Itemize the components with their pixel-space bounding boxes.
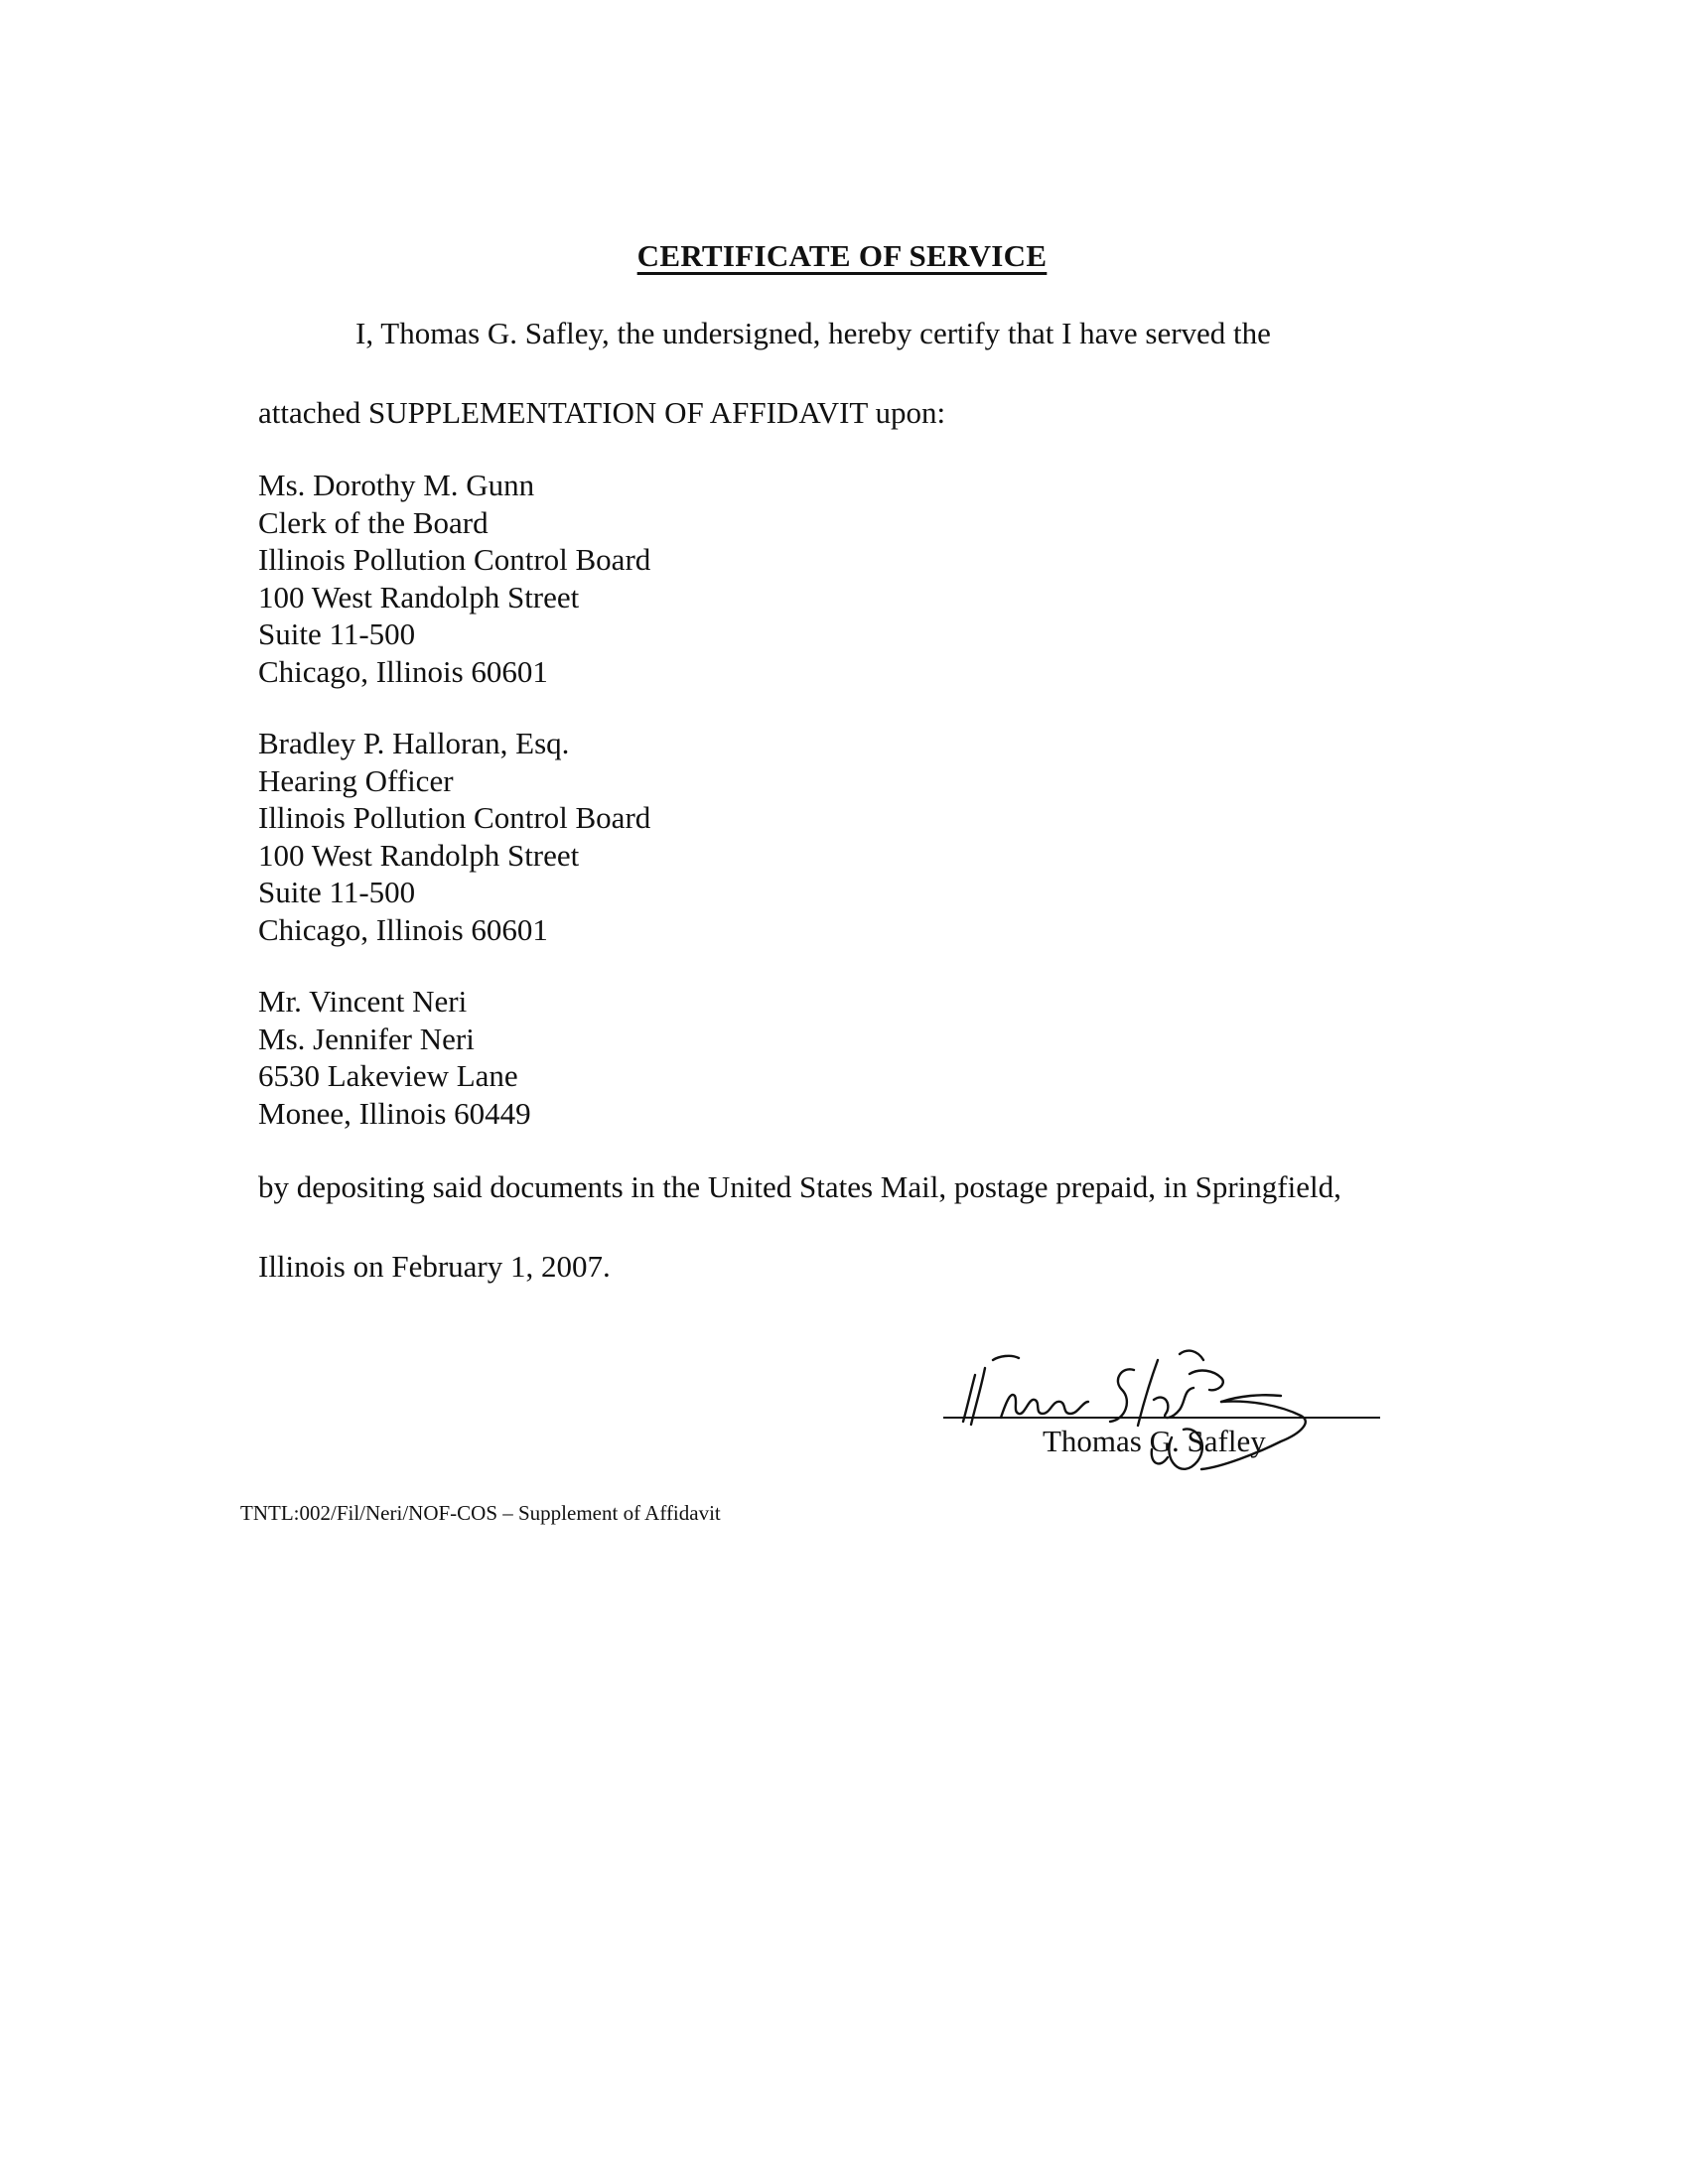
address-line: Bradley P. Halloran, Esq. <box>258 726 570 760</box>
signature-line <box>943 1417 1380 1419</box>
handwritten-signature-icon <box>923 1330 1460 1499</box>
address-line: Clerk of the Board <box>258 504 489 540</box>
address-line: Illinois Pollution Control Board <box>258 800 651 835</box>
address-line: Suite 11-500 <box>258 616 416 651</box>
address-line: Suite 11-500 <box>258 875 416 909</box>
document-reference-footer: TNTL:002/Fil/Neri/NOF-COS – Supplement of Affidavit <box>240 1501 721 1525</box>
closing-line-1: by depositing said documents in the United States Mail, postage prepaid, in Springfield, <box>258 1169 1341 1204</box>
page-title: CERTIFICATE OF SERVICE <box>636 238 1048 273</box>
address-line: Ms. Dorothy M. Gunn <box>258 468 535 502</box>
address-line: 100 West Randolph Street <box>258 579 580 614</box>
address-line: Ms. Jennifer Neri <box>258 1021 475 1056</box>
intro-line-1: I, Thomas G. Safley, the undersigned, hereby certify that I have served the <box>355 316 1271 350</box>
closing-line-2: Illinois on February 1, 2007. <box>258 1249 611 1284</box>
address-line: 100 West Randolph Street <box>258 837 580 873</box>
signer-name: Thomas G. Safley <box>1043 1424 1266 1458</box>
address-line: Hearing Officer <box>258 762 454 798</box>
signature-block <box>923 1330 1460 1499</box>
recipient-address-block <box>258 467 650 690</box>
address-line: Chicago, Illinois 60601 <box>258 911 548 947</box>
address-line: 6530 Lakeview Lane <box>258 1058 518 1093</box>
address-line: Illinois Pollution Control Board <box>258 542 651 577</box>
recipient-address-block <box>258 983 531 1132</box>
address-line: Monee, Illinois 60449 <box>258 1095 531 1131</box>
address-line: Chicago, Illinois 60601 <box>258 653 548 689</box>
intro-line-2: attached SUPPLEMENTATION OF AFFIDAVIT upon: <box>258 395 946 430</box>
recipient-address-block <box>258 725 650 948</box>
address-line: Mr. Vincent Neri <box>258 984 468 1019</box>
